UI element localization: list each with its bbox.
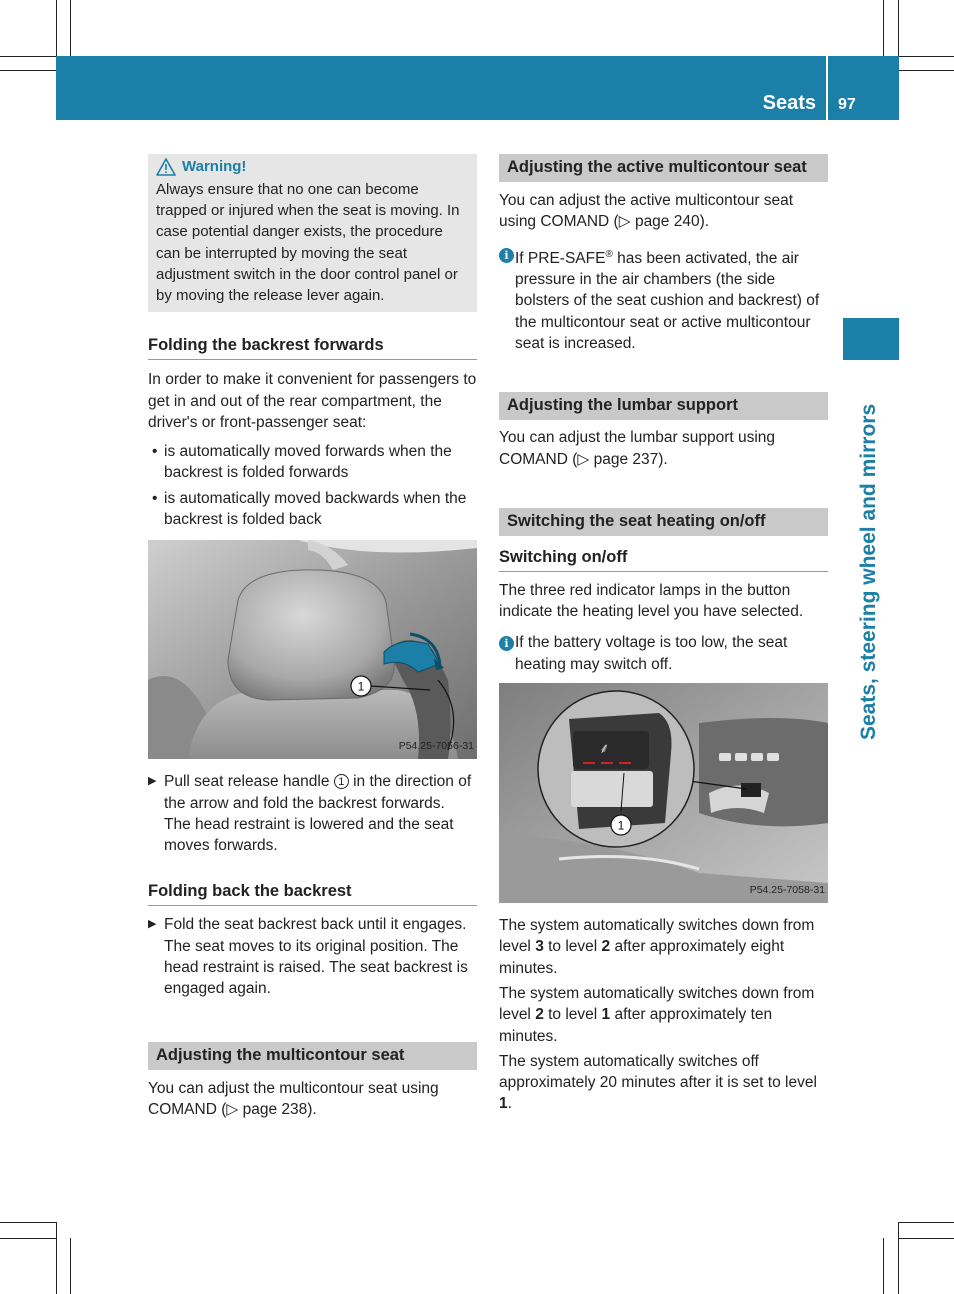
paragraph: You can adjust the lumbar support using COMAND (▷ page 237).	[499, 429, 776, 468]
crop-mark	[898, 56, 954, 57]
side-tab-label: Seats, steering wheel and mirrors	[857, 403, 880, 740]
header-title: Seats	[762, 92, 816, 114]
info-icon: i	[499, 636, 514, 651]
section-bar: Adjusting the active multicontour seat	[499, 154, 828, 182]
crop-mark	[898, 1222, 954, 1223]
info-text: If the battery voltage is too low, the seat heating may switch off.	[515, 634, 788, 673]
step-result: The seat moves to its original position. The head restraint is raised. The seat backrest is engaged again.	[164, 937, 468, 998]
paragraph: In order to make it convenient for passengers to get in and out of the rear compartment, the driver's or front-passenger seat:	[148, 371, 477, 431]
bullet-dot: •	[152, 443, 158, 461]
text-part: .	[507, 1095, 512, 1113]
step-text-part: Pull seat release handle	[164, 773, 330, 791]
page-number: 97	[838, 96, 856, 113]
paragraph: You can adjust the active multicontour seat using COMAND (▷ page 240).	[499, 192, 794, 231]
step-text	[164, 771, 477, 814]
crop-mark	[56, 1222, 57, 1294]
bullet-text: is automatically moved backwards when the backrest is folded back	[164, 489, 467, 528]
bullet-text: is automatically moved forwards when the backrest is folded forwards	[164, 443, 452, 482]
crop-mark	[898, 70, 954, 71]
header-divider	[826, 56, 828, 120]
crop-mark	[0, 70, 56, 71]
paragraph	[499, 1051, 828, 1115]
crop-mark	[883, 0, 884, 56]
warning-title: Warning!	[182, 158, 247, 175]
paragraph	[499, 915, 828, 979]
warning-box	[148, 154, 477, 312]
image-code: P54.25-7056-31	[398, 740, 474, 752]
registered-mark: ®	[605, 248, 613, 260]
paragraph: The three red indicator lamps in the button indicate the heating level you have selected.	[499, 581, 804, 621]
left-column	[148, 154, 477, 1120]
warning-header	[156, 157, 469, 177]
text-part: The system automatically switches down from level	[499, 984, 815, 1024]
info-note	[499, 244, 828, 355]
crop-mark	[898, 1222, 899, 1294]
step-text: Fold the seat backrest back until it engages.	[164, 916, 467, 934]
crop-mark	[70, 1238, 71, 1294]
step-result: The head restraint is lowered and the seat moves forwards.	[164, 815, 454, 855]
crop-mark	[0, 56, 56, 57]
level-value: 1	[601, 1006, 611, 1024]
crop-mark	[0, 1222, 56, 1223]
svg-text:1: 1	[617, 818, 625, 833]
section-heading: Folding the backrest forwards	[148, 334, 477, 360]
info-text-part: If PRE-SAFE	[515, 249, 606, 267]
right-column	[499, 154, 828, 1115]
headrest-illustration	[148, 540, 477, 759]
text-part: to level	[543, 1006, 602, 1024]
crop-mark	[898, 1238, 954, 1239]
step-item	[148, 914, 477, 935]
section-bar: Switching the seat heating on/off	[499, 508, 828, 536]
crop-mark	[883, 1238, 884, 1294]
seat-release-photo	[148, 540, 477, 759]
text-part: after approximately ten minutes.	[499, 1006, 773, 1045]
text-part: to level	[543, 938, 602, 956]
text-part: The system automatically switches off approximately 20 minutes after it is set to level	[499, 1052, 817, 1092]
callout-number: 1	[334, 774, 349, 789]
text-part: after approximately eight minutes.	[499, 938, 785, 977]
warning-text: Always ensure that no one can become trapped or injured when the seat is moving. In case potential danger exists, the procedure can be interrupted by moving the seat adjustment switch in the door control panel or by moving the release lever again.	[156, 181, 460, 305]
step-arrow-icon: ▶	[148, 775, 157, 788]
bullet-item	[148, 488, 477, 531]
crop-mark	[70, 0, 71, 56]
bullet-item	[148, 441, 477, 484]
section-heading: Folding back the backrest	[148, 880, 477, 906]
bullet-dot: •	[152, 489, 158, 507]
step-item	[148, 771, 477, 814]
paragraph: You can adjust the multicontour seat using COMAND (▷ page 238).	[148, 1079, 439, 1118]
level-value: 1	[499, 1095, 508, 1113]
crop-mark	[0, 1238, 56, 1239]
step-arrow-icon: ▶	[148, 918, 157, 931]
info-note	[499, 632, 828, 675]
level-value: 2	[535, 1006, 544, 1024]
paragraph	[499, 983, 828, 1047]
level-value: 3	[535, 938, 544, 956]
info-icon: i	[499, 248, 514, 263]
seat-heating-photo	[499, 683, 828, 903]
svg-text:⸙: ⸙	[599, 741, 610, 758]
crop-mark	[898, 0, 899, 56]
svg-text:1: 1	[357, 679, 365, 694]
section-bar: Adjusting the multicontour seat	[148, 1042, 477, 1070]
step-text-part: in the direction of the arrow and fold the backrest forwards.	[164, 773, 472, 812]
info-text	[515, 244, 828, 355]
subsection-heading: Switching on/off	[499, 546, 828, 572]
text-part: The system automatically switches down from level	[499, 917, 815, 956]
section-bar: Adjusting the lumbar support	[499, 392, 828, 420]
info-text-part: has been activated, the air pressure in the air chambers (the side bolsters of the seat cushion and backrest) of the multicontour seat or active multicontour seat is increased.	[515, 249, 820, 352]
image-code: P54.25-7058-31	[749, 883, 825, 896]
level-value: 2	[601, 938, 611, 956]
crop-mark	[56, 0, 57, 56]
door-panel-illustration	[499, 683, 828, 903]
warning-triangle-icon	[156, 158, 176, 176]
